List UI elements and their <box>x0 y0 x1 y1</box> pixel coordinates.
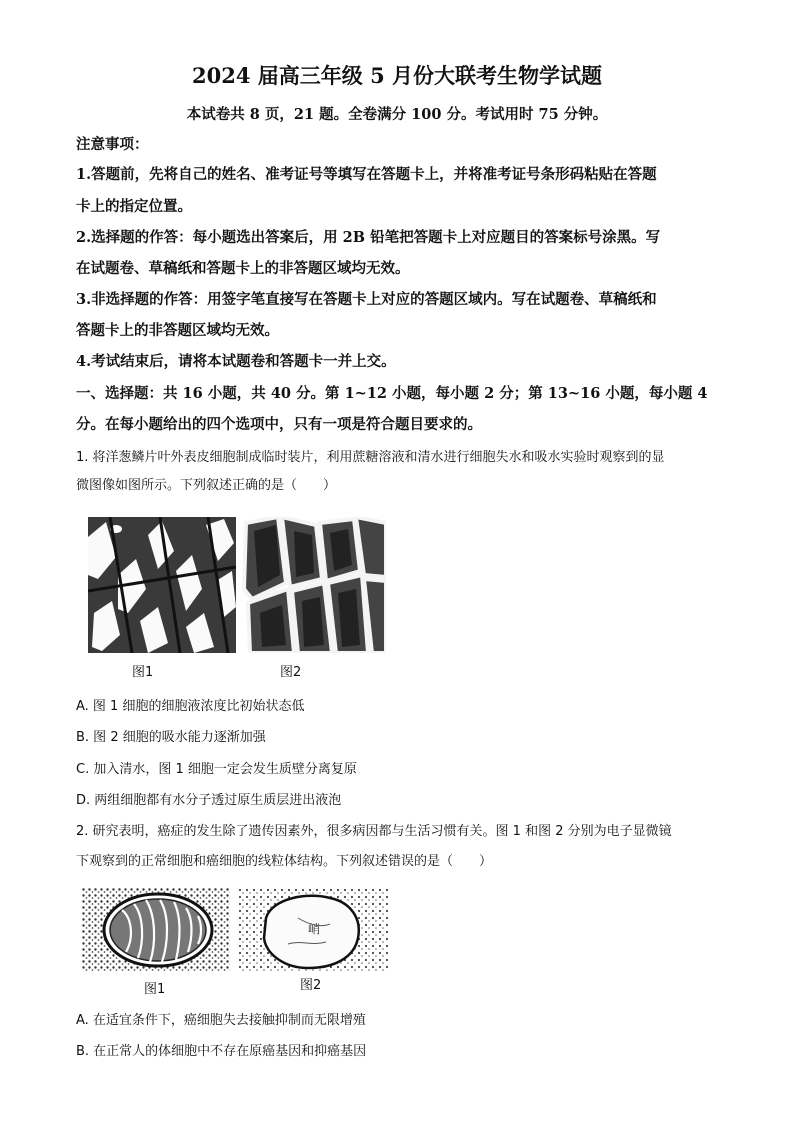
section-1-line-2: 分。在每小题给出的四个选项中，只有一项是符合题目要求的。 <box>76 416 482 433</box>
q2-figure-2-caption: 图2 <box>300 978 322 993</box>
notice-item-1-line-2: 卡上的指定位置。 <box>76 198 192 215</box>
q1-figure-2-caption: 图2 <box>280 665 302 680</box>
q2-stem-line-2: 下观察到的正常细胞和癌细胞的线粒体结构。下列叙述错误的是（ ） <box>76 854 493 869</box>
notice-item-2-line-2: 在试题卷、草稿纸和答题卡上的非答题区域均无效。 <box>76 260 410 277</box>
notice-item-4: 4.考试结束后，请将本试题卷和答题卡一并上交。 <box>76 353 396 370</box>
q1-option-a: A. 图 1 细胞的细胞液浓度比初始状态低 <box>76 699 305 714</box>
notice-heading: 注意事项： <box>76 136 149 153</box>
page-title: 2024 届高三年级 5 月份大联考生物学试题 <box>192 63 602 88</box>
q1-figure-1-caption: 图1 <box>132 665 154 680</box>
q2-figure-2-label: 峭 <box>308 922 321 936</box>
q2-stem-line-1: 2. 研究表明，癌症的发生除了遗传因素外，很多病因都与生活习惯有关。图 1 和图 2 分别为电子显微镜 <box>76 824 672 839</box>
q1-figure-2 <box>242 517 386 653</box>
notice-item-1-line-1: 1.答题前，先将自己的姓名、准考证号等填写在答题卡上，并将准考证号条形码粘贴在答题 <box>76 166 657 183</box>
q2-option-b: B. 在正常人的体细胞中不存在原癌基因和抑癌基因 <box>76 1044 367 1059</box>
q2-figure-1-caption: 图1 <box>144 982 166 997</box>
q2-figure-1 <box>82 888 230 972</box>
q2-option-a: A. 在适宜条件下，癌细胞失去接触抑制而无限增殖 <box>76 1013 366 1028</box>
notice-item-2-line-1: 2.选择题的作答：每小题选出答案后，用 2B 铅笔把答题卡上对应题目的答案标号涂黑。写 <box>76 229 661 246</box>
q1-option-c: C. 加入清水，图 1 细胞一定会发生质壁分离复原 <box>76 762 357 777</box>
exam-info: 本试卷共 8 页，21 题。全卷满分 100 分。考试用时 75 分钟。 <box>186 106 608 123</box>
notice-item-3-line-2: 答题卡上的非答题区域均无效。 <box>76 322 279 339</box>
q1-stem-line-2: 微图像如图所示。下列叙述正确的是（ ） <box>76 478 337 493</box>
notice-item-3-line-1: 3.非选择题的作答：用签字笔直接写在答题卡上对应的答题区域内。写在试题卷、草稿纸和 <box>76 291 657 308</box>
section-1-line-1: 一、选择题：共 16 小题，共 40 分。第 1~12 小题，每小题 2 分；第 13~16 小题，每小题 4 <box>76 385 708 402</box>
q1-option-d: D. 两组细胞都有水分子透过原生质层进出液泡 <box>76 793 342 808</box>
q1-figure-1 <box>88 517 236 653</box>
q1-stem-line-1: 1. 将洋葱鳞片叶外表皮细胞制成临时装片，利用蔗糖溶液和清水进行细胞失水和吸水实验时观察到的显 <box>76 450 665 465</box>
q1-option-b: B. 图 2 细胞的吸水能力逐渐加强 <box>76 730 266 745</box>
